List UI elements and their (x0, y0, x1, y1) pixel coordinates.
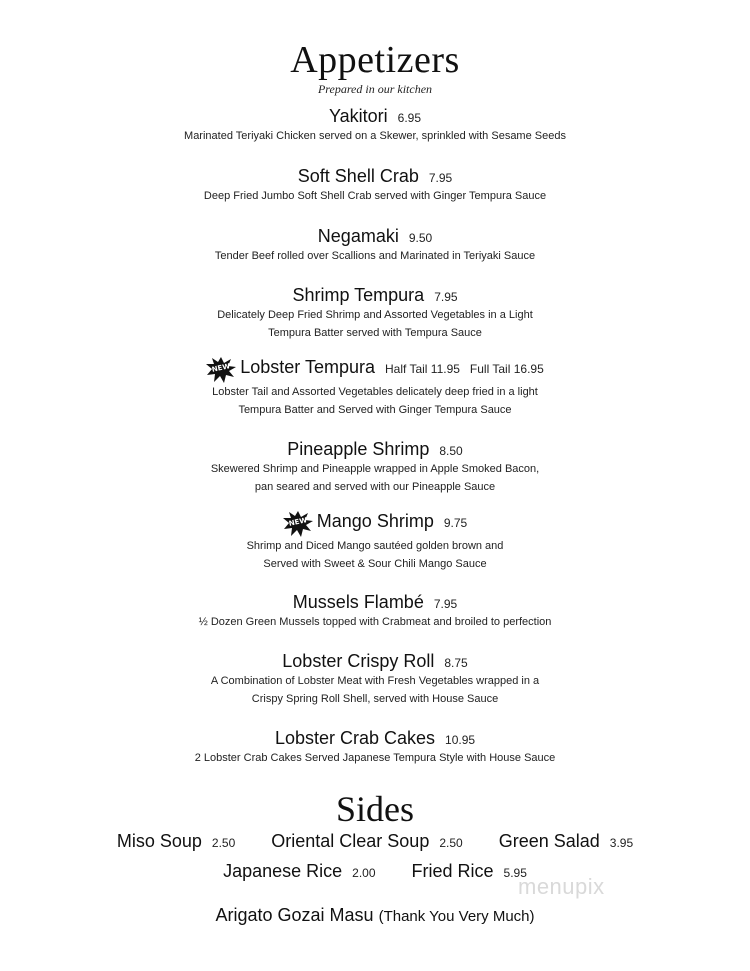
menu-item-mango-shrimp (0, 511, 750, 573)
item-name: Lobster Crispy Roll (282, 651, 435, 671)
side-price: 2.50 (211, 836, 236, 850)
item-description: A Combination of Lobster Meat with Fresh Vegetables wrapped in a (210, 675, 540, 687)
menu-item-lobster-crispy-roll (0, 651, 750, 708)
page-subtitle: Prepared in our kitchen (317, 82, 433, 96)
menu-item-mussels-flambe (0, 592, 750, 631)
side-item-green-salad (499, 831, 633, 852)
item-name: Mussels Flambé (292, 592, 424, 612)
item-name: Pineapple Shrimp (287, 439, 430, 459)
thank-you-line (0, 905, 750, 926)
item-price: 6.95 (397, 111, 422, 125)
item-price: 10.95 (445, 733, 476, 747)
item-name: Mango Shrimp (316, 511, 434, 531)
menu-item-pineapple-shrimp (0, 439, 750, 496)
item-name: Shrimp Tempura (292, 285, 425, 305)
sides-title: Sides (335, 789, 414, 829)
menupix-watermark: menupix (518, 874, 605, 899)
side-price: 2.50 (439, 836, 463, 850)
item-price: Half Tail 11.95 Full Tail 16.95 (384, 362, 544, 376)
thanks-japanese: Arigato Gozai Masu (215, 905, 374, 925)
item-name: Lobster Tempura (240, 357, 375, 377)
item-description: Lobster Tail and Assorted Vegetables delicately deep fried in a light (212, 386, 538, 398)
side-item-fried-rice (412, 861, 527, 882)
side-price: 2.00 (352, 866, 376, 880)
menu-item-shrimp-tempura (0, 285, 750, 342)
side-item-oriental-clear-soup (271, 831, 462, 852)
item-description: Tempura Batter and Served with Ginger Tempura Sauce (238, 404, 512, 416)
sides-row-2 (0, 861, 750, 882)
item-description: Deep Fried Jumbo Soft Shell Crab served with Ginger Tempura Sauce (203, 190, 547, 202)
item-description: Skewered Shrimp and Pineapple wrapped in Apple Smoked Bacon, (210, 463, 540, 475)
new-badge-label: NEW (287, 516, 308, 528)
menu-item-lobster-crab-cakes (0, 728, 750, 767)
item-name: Lobster Crab Cakes (274, 728, 436, 748)
side-name: Green Salad (498, 831, 600, 851)
menu-item-negamaki (0, 226, 750, 265)
item-description: pan seared and served with our Pineapple Sauce (254, 481, 496, 493)
item-price: 7.95 (433, 597, 458, 611)
thanks-english: (Thank You Very Much) (378, 908, 535, 925)
item-name: Yakitori (328, 106, 388, 126)
side-item-japanese-rice (223, 861, 375, 882)
item-description: Served with Sweet & Sour Chili Mango Sauce (263, 558, 487, 570)
side-price: 5.95 (503, 866, 527, 880)
item-description: Shrimp and Diced Mango sautéed golden brown and (246, 540, 504, 552)
new-badge-label: NEW (211, 362, 232, 374)
item-name: Negamaki (317, 226, 399, 246)
side-name: Oriental Clear Soup (271, 831, 430, 851)
menu-item-yakitori (0, 106, 750, 145)
sides-row-1 (0, 831, 750, 852)
item-description: Tempura Batter served with Tempura Sauce (268, 327, 482, 339)
item-price: 9.75 (443, 516, 468, 530)
item-price: 8.75 (444, 656, 468, 670)
item-description: Marinated Teriyaki Chicken served on a Skewer, sprinkled with Sesame Seeds (184, 130, 566, 142)
item-description: ½ Dozen Green Mussels topped with Crabmeat and broiled to perfection (198, 616, 552, 628)
menu-item-soft-shell-crab (0, 166, 750, 205)
item-description: Tender Beef rolled over Scallions and Marinated in Teriyaki Sauce (214, 250, 536, 262)
page-title: Appetizers (290, 39, 460, 81)
side-name: Miso Soup (116, 831, 202, 851)
item-description: Delicately Deep Fried Shrimp and Assorted Vegetables in a Light (217, 309, 533, 321)
item-price: 8.50 (439, 444, 463, 458)
side-name: Fried Rice (411, 861, 494, 881)
new-badge-icon (283, 511, 313, 537)
item-price: 9.50 (408, 231, 433, 245)
new-badge-icon (206, 357, 236, 383)
item-name: Soft Shell Crab (297, 166, 419, 186)
item-description: Crispy Spring Roll Shell, served with House Sauce (251, 693, 499, 705)
item-price: 7.95 (434, 290, 458, 304)
item-description: 2 Lobster Crab Cakes Served Japanese Tempura Style with House Sauce (194, 752, 556, 764)
item-price: 7.95 (428, 171, 453, 185)
menu-item-lobster-tempura (0, 357, 750, 419)
side-item-miso-soup (117, 831, 235, 852)
side-price: 3.95 (609, 836, 634, 850)
side-name: Japanese Rice (223, 861, 343, 881)
